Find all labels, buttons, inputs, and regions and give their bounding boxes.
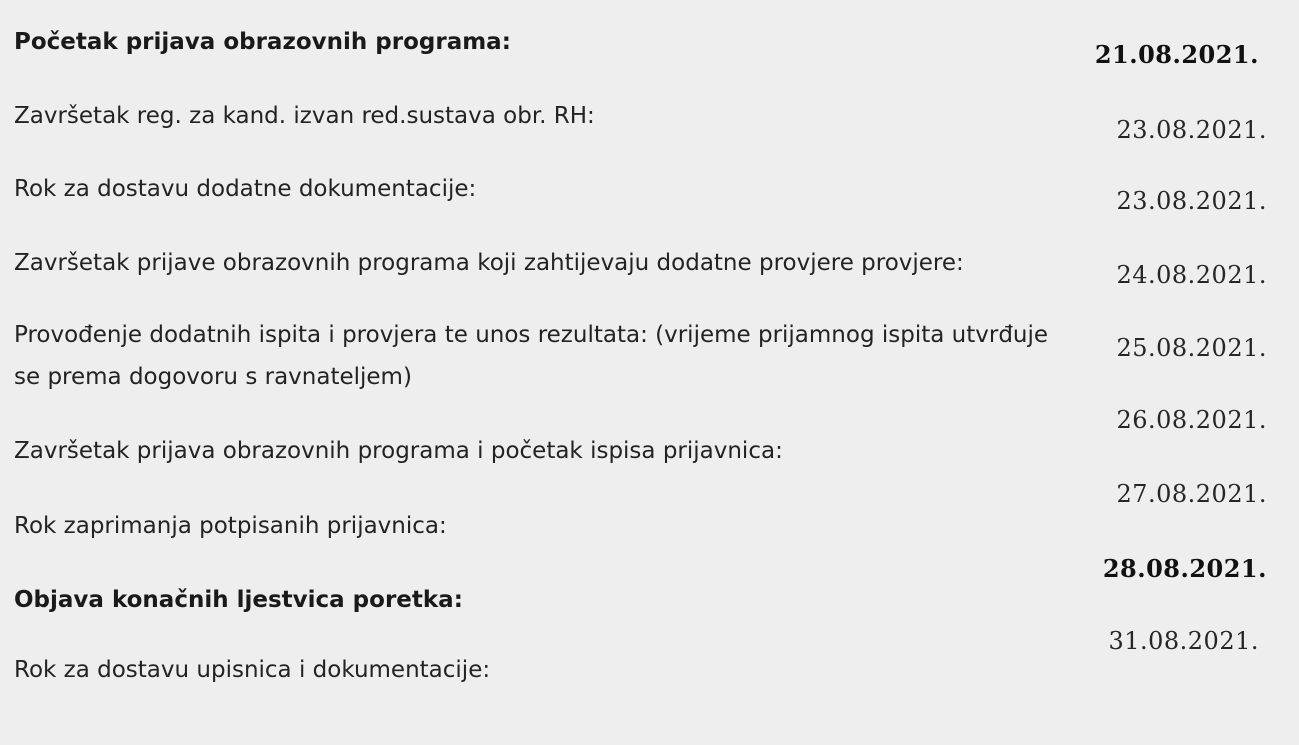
schedule-date-documentation-deadline: 23.08.2021. <box>1116 187 1267 215</box>
schedule-date-additional-exams: 25.08.2021. <box>1116 334 1267 362</box>
schedule-label-signed-forms: Rok zaprimanja potpisanih prijavnica: <box>14 513 447 539</box>
schedule-label-applications-end: Završetak prijava obrazovnih programa i početak ispisa prijavnica: <box>14 438 783 464</box>
schedule-label-registration-end: Završetak reg. za kand. izvan red.sustava obr. RH: <box>14 103 595 129</box>
schedule-date-final-rankings: 28.08.2021. <box>1102 554 1267 583</box>
schedule-label-additional-checks-end: Završetak prijave obrazovnih programa koji zahtijevaju dodatne provjere provjere: <box>14 250 964 276</box>
schedule-label-final-rankings: Objava konačnih ljestvica poretka: <box>14 587 463 613</box>
schedule-date-applications-end: 26.08.2021. <box>1116 406 1267 434</box>
schedule-date-additional-checks-end: 24.08.2021. <box>1116 261 1267 289</box>
schedule-label-documentation-deadline: Rok za dostavu dodatne dokumentacije: <box>14 176 477 202</box>
schedule-label-additional-exams: Provođenje dodatnih ispita i provjera te unos rezultata: (vrijeme prijamnog ispita utvrđuje se prema dogovoru s ravnateljem) <box>14 322 1049 390</box>
schedule-label-enrollment-forms: Rok za dostavu upisnica i dokumentacije: <box>14 657 491 683</box>
schedule-date-signed-forms: 27.08.2021. <box>1116 480 1267 508</box>
schedule-date-registration-end: 23.08.2021. <box>1116 116 1267 144</box>
schedule-label-application-start: Početak prijava obrazovnih programa: <box>14 29 511 55</box>
schedule-date-application-start: 21.08.2021. <box>1094 40 1259 69</box>
schedule-date-enrollment-forms: 31.08.2021. <box>1108 627 1259 655</box>
